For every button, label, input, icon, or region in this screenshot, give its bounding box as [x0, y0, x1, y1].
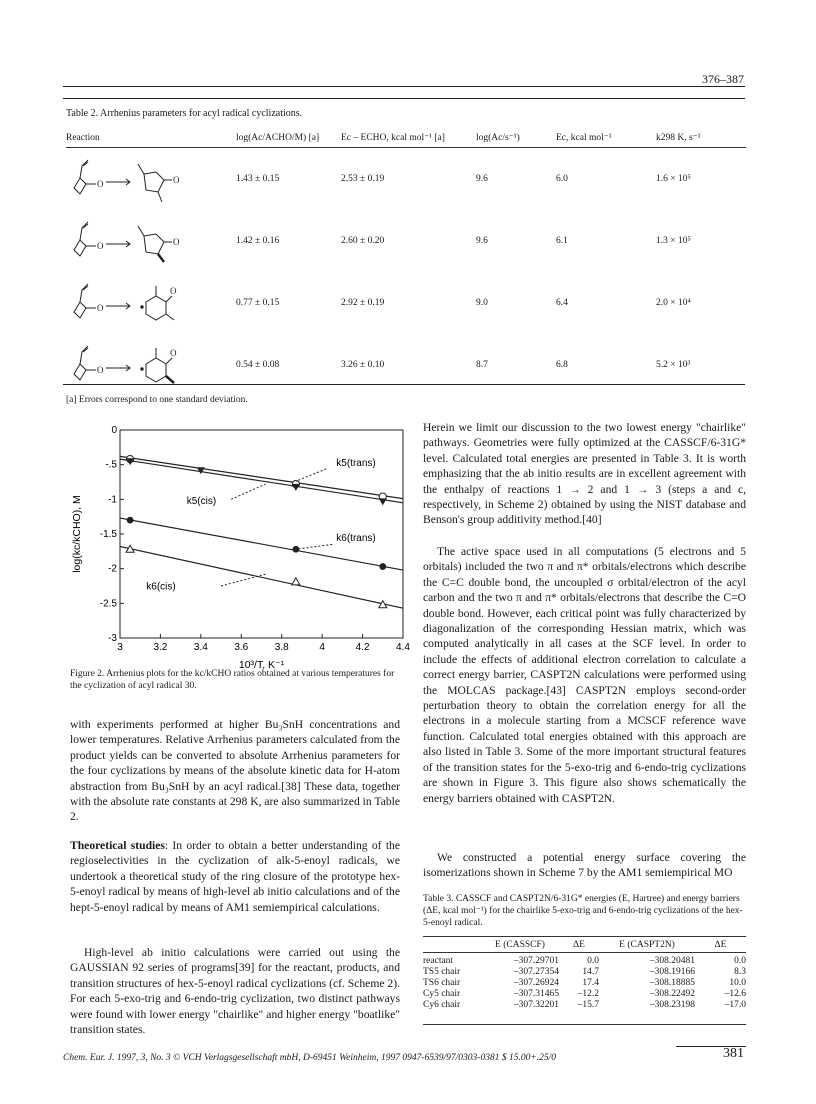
t3-cell: –308.19166	[649, 967, 695, 977]
t2-cell: 9.6	[476, 236, 488, 246]
annotation-leader	[231, 484, 265, 499]
y-tick-label: -1	[108, 494, 117, 506]
t2-cell: 6.0	[556, 174, 568, 184]
t3-cell: –15.7	[577, 1000, 599, 1010]
table3-caption: Table 3. CASSCF and CASPT2N/6-31G* energies (E, Hartree) and energy barriers (ΔE, kcal mol⁻¹) for the chairlike 5-exo-trig and 6-endo-trig cyclizations of the hex-5-enoyl radical.	[423, 894, 743, 928]
reaction-structure-icon	[66, 212, 216, 268]
data-point	[379, 563, 386, 570]
right-paragraph-2: The active space used in all computations (5 electrons and 5 orbitals) included the two π and π* orbitals/electrons which describe the C=C double bond, the uncoupled σ orbital/electron of the acyl carbon and the two π and π* orbitals/electrons that describe the C=O double bond. However, each critical point was fully characterized by diagonalization of the corresponding Hessian matrix, which was computed analytically in all cases at the SCF level. In order to include the effects of additional electron correlation to calculate a correct energy barrier, CASPT2N calculations were performed using the MOLCAS package.[43] CASPT2N employs second-order perturbation theory to obtain the correlation energy for all the electrons in a molecule starting from a MCSCF reference wave function. Calculated total energies obtained with this approach are also listed in Table 3. Some of the more important structural features of the transition states for the 5-exo-trig and 6-endo-trig cyclizations are shown in Figure 3. This figure also shows schematically the energy barriers obtained with CASPT2N.	[423, 545, 746, 805]
table2-bottom-rule	[63, 384, 745, 385]
data-point	[292, 578, 300, 585]
right-paragraph-3: We constructed a potential energy surface covering the isomerizations shown in Scheme 7 by the AM1 semiempirical MO	[423, 851, 746, 880]
header-rule	[63, 86, 745, 87]
table3-top-rule	[423, 936, 746, 937]
fit-line	[120, 546, 403, 608]
t2-cell: 1.42 ± 0.16	[236, 236, 280, 246]
table-row	[66, 334, 746, 396]
series-label: k6(cis)	[146, 581, 176, 593]
t3-cell: 17.4	[582, 978, 599, 988]
t2-cell: 1.43 ± 0.15	[236, 174, 280, 184]
figure2-caption: Figure 2. Arrhenius plots for the kc/kCHO ratios obtained at various temperatures for the cyclization of acyl radical 30.	[70, 669, 395, 691]
t2-cell: 6.8	[556, 360, 568, 370]
left-paragraph-2-text: : In order to obtain a better understanding of the regioselectivities in the cyclization of alk-5-enoyl radicals, we undertook a theoretical study of the ring closure of the prototype hex-5-enoyl radical by means of high-level ab initio calculations and of the hept-5-enoyl radical by means of AM1 semiempirical calculations.	[70, 839, 401, 914]
t3-cell: –308.20481	[649, 956, 695, 966]
t2-cell: 0.77 ± 0.15	[236, 298, 280, 308]
t2-cell: 9.0	[476, 298, 488, 308]
t2-cell: 2.60 ± 0.20	[341, 236, 385, 246]
left-paragraph-2	[70, 838, 400, 915]
arrhenius-chart	[60, 418, 410, 671]
table2	[66, 130, 746, 396]
t2-header-logA: log(Ac/ACHO/M) [a]	[236, 130, 341, 148]
y-axis-label: log(kc/kCHO), M	[71, 495, 83, 573]
table-row	[66, 210, 746, 272]
t3-cell: 10.0	[729, 978, 746, 988]
y-tick-label: 0	[111, 425, 117, 436]
t3-cell: 8.3	[734, 967, 746, 977]
svg-text:O: O	[170, 347, 177, 358]
svg-text:O: O	[173, 236, 180, 247]
svg-text:O: O	[97, 178, 104, 189]
left-paragraph-3: High-level ab initio calculations were carried out using the GAUSSIAN 92 series of programs[39] for the reactant, products, and transition structures of hex-5-enoyl radical cyclizations (cf. Scheme 2). For each 5-exo-trig and 6-endo-trig cyclization, two distinct pathways were found with lower energy "chairlike" and higher energy "boatlike" transition states.	[70, 946, 400, 1037]
t2-cell: 1.6 × 10⁵	[656, 174, 691, 184]
footer-text: Chem. Eur. J. 1997, 3, No. 3 © VCH Verlagsgesellschaft mbH, D-69451 Weinheim, 1997 0947-6539/97/0303-0381 $ 15.00+.25/0	[63, 1053, 556, 1063]
t3-cell: –307.32201	[513, 1000, 559, 1010]
t3-cell: –17.0	[724, 1000, 746, 1010]
left-paragraph-1: with experiments performed at higher Bu₃SnH concentrations and lower temperatures. Relative Arrhenius parameters calculated from the product yields can be converted to absolute Arrhenius parameters for the four cyclizations by means of the absolute kinetic data for H-atom abstraction from Bu₃SnH by an acyl radical.[38] These data, together with the absolute rate constants at 298 K, are also summarized in Table 2.	[70, 718, 400, 824]
table-row	[423, 1000, 746, 1011]
x-tick-label: 3.4	[193, 642, 208, 653]
t2-header-k298: k298 K, s⁻¹	[656, 130, 746, 148]
t2-cell: 0.54 ± 0.08	[236, 360, 280, 370]
table-row	[66, 272, 746, 334]
reaction-scheme-4	[66, 334, 236, 396]
x-tick-label: 3.2	[153, 642, 168, 653]
t3-header: ΔE	[559, 938, 599, 953]
t2-cell: 2.0 × 10⁴	[656, 298, 691, 308]
t3-cell: –307.29701	[513, 956, 559, 966]
data-point	[379, 498, 387, 505]
reaction-scheme-1	[66, 148, 236, 211]
t3-header: E (CASSCF)	[481, 938, 559, 953]
x-axis-label: 10³/T, K⁻¹	[238, 659, 285, 671]
t2-header-deltaE: Ec – ECHO, kcal mol⁻¹ [a]	[341, 130, 476, 148]
reaction-structure-icon	[66, 150, 216, 206]
t2-cell: 6.4	[556, 298, 568, 308]
t2-cell: 6.1	[556, 236, 568, 246]
section-heading: Theoretical studies	[70, 839, 165, 852]
annotation-leader	[296, 469, 326, 481]
reaction-structure-icon	[66, 274, 216, 330]
top-rule	[63, 98, 745, 99]
t3-row-label: reactant	[423, 956, 454, 966]
y-tick-label: -2	[108, 563, 117, 575]
x-tick-label: 3.8	[274, 642, 289, 653]
reaction-scheme-2	[66, 210, 236, 272]
y-tick-label: -.5	[105, 459, 117, 471]
y-tick-label: -3	[108, 633, 117, 644]
t2-cell: 1.3 × 10⁵	[656, 236, 691, 246]
t3-cell: 14.7	[582, 967, 599, 977]
t3-cell: –308.23198	[649, 1000, 695, 1010]
svg-text:O: O	[97, 240, 104, 251]
t3-header	[423, 938, 481, 953]
t3-header: ΔE	[695, 938, 746, 953]
svg-text:O: O	[170, 285, 177, 296]
t3-row-label: Cy6 chair	[423, 1000, 461, 1010]
t3-cell: 0.0	[734, 956, 746, 966]
table3	[423, 938, 746, 1011]
x-tick-label: 4	[319, 642, 325, 653]
svg-text:O: O	[97, 302, 104, 313]
t3-cell: –307.31465	[513, 989, 559, 999]
annotation-leader	[296, 544, 332, 549]
table-row	[423, 989, 746, 1000]
x-tick-label: 4.4	[396, 642, 410, 653]
t3-row-label: Cy5 chair	[423, 989, 461, 999]
svg-text:O: O	[97, 364, 104, 375]
t2-header-logAc: log(Ac/s⁻¹)	[476, 130, 556, 148]
series-label: k5(trans)	[336, 458, 376, 470]
x-tick-label: 3.6	[234, 642, 249, 653]
t2-cell: 2.92 ± 0.19	[341, 298, 385, 308]
t2-cell: 3.26 ± 0.10	[341, 360, 385, 370]
page-range: 376–387	[702, 72, 744, 86]
t2-cell: 5.2 × 10³	[656, 360, 691, 370]
t2-header-reaction: Reaction	[66, 130, 236, 148]
t2-header-Ec: Ec, kcal mol⁻¹	[556, 130, 656, 148]
t3-cell: –12.6	[724, 989, 746, 999]
t3-cell: –307.26924	[513, 978, 559, 988]
data-point	[127, 517, 134, 524]
table-row	[423, 953, 746, 968]
svg-text:O: O	[173, 174, 180, 185]
y-tick-label: -2.5	[99, 598, 117, 610]
t3-row-label: TS6 chair	[423, 978, 461, 988]
reaction-scheme-3	[66, 272, 236, 334]
right-paragraph-1: Herein we limit our discussion to the two lowest energy "chairlike" pathways. Geometries were fully optimized at the CASSCF/6-31G* level. Calculated total energies are presented in Table 3. It is worth emphasizing that the ab initio results are in excellent agreement with the enthalpy of reactions 1 → 2 and 1 → 3 (steps a and c, respectively, in Scheme 2) obtained by using the NIST database and Benson's group additivity method.[40]	[423, 421, 746, 527]
annotation-leader	[221, 574, 265, 586]
series-label: k5(cis)	[186, 496, 217, 508]
t3-cell: –307.27354	[513, 967, 559, 977]
table3-bottom-rule	[423, 1024, 746, 1025]
x-tick-label: 4.2	[355, 642, 370, 653]
table-row	[66, 148, 746, 211]
page-number: 381	[723, 1046, 744, 1061]
t3-header: E (CASPT2N)	[599, 938, 695, 953]
t3-cell: 0.0	[587, 956, 599, 966]
t2-cell: 2.53 ± 0.19	[341, 174, 385, 184]
table-row	[423, 978, 746, 989]
t2-cell: 8.7	[476, 360, 488, 370]
x-tick-label: 3	[117, 642, 123, 653]
table2-caption: Table 2. Arrhenius parameters for acyl radical cyclizations.	[66, 108, 303, 119]
table2-footnote: [a] Errors correspond to one standard deviation.	[66, 395, 248, 405]
t2-cell: 9.6	[476, 174, 488, 184]
t3-cell: –308.22492	[649, 989, 695, 999]
t3-row-label: TS5 chair	[423, 967, 461, 977]
data-point	[292, 484, 300, 491]
series-label: k6(trans)	[336, 532, 376, 544]
t3-cell: –12.2	[577, 989, 599, 999]
t3-cell: –308.18885	[649, 978, 695, 988]
table-row	[423, 967, 746, 978]
fit-line	[120, 518, 403, 570]
y-tick-label: -1.5	[99, 529, 117, 540]
